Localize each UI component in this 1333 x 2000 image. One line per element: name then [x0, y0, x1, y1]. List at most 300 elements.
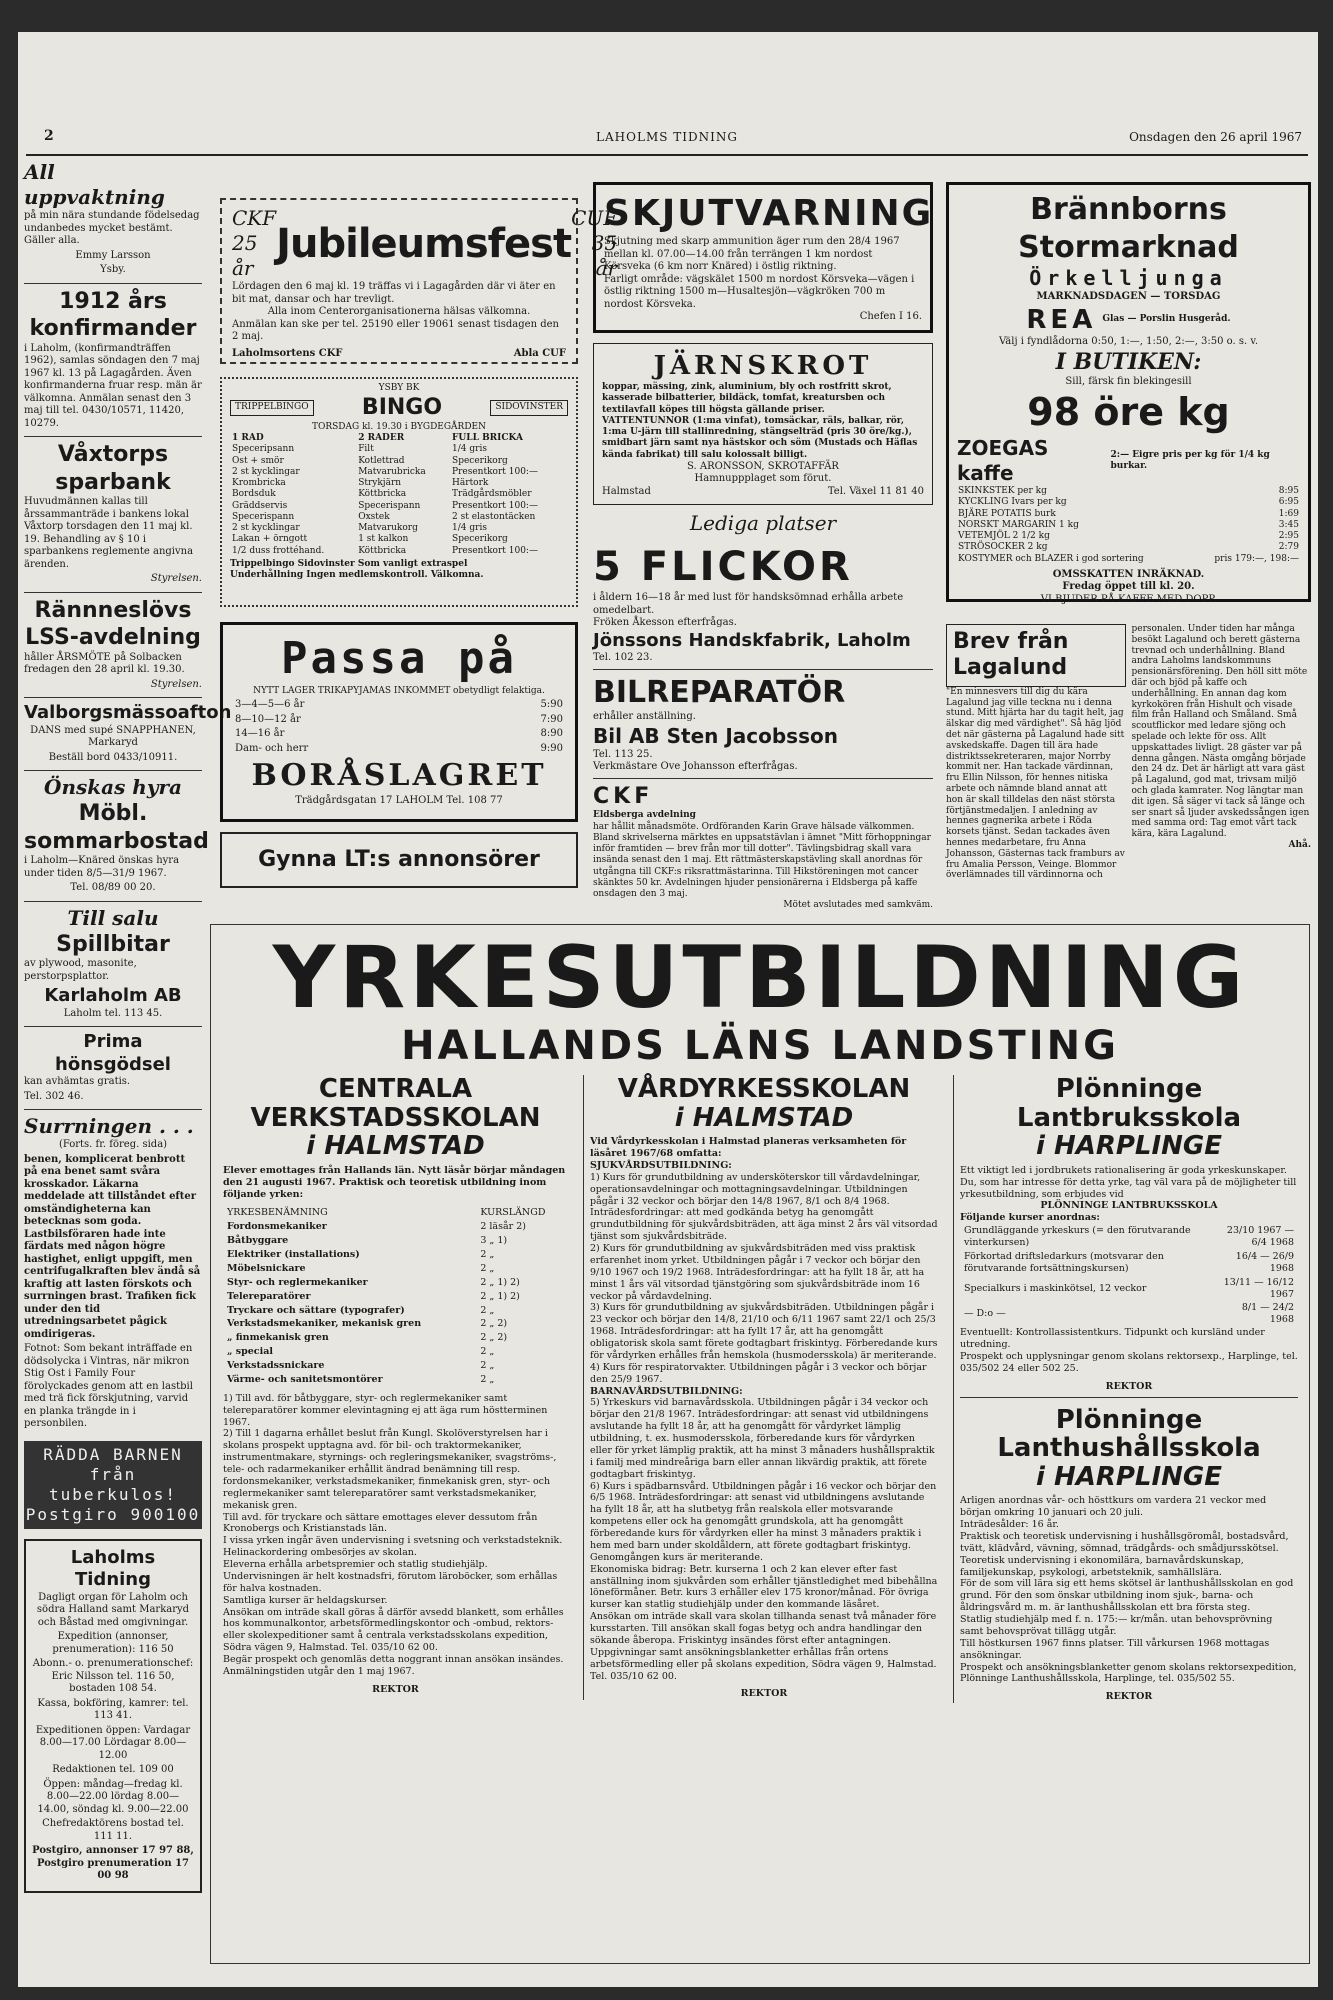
- bilrep-firm: Bil AB Sten Jacobsson: [593, 723, 838, 748]
- flickor-title: 5 FLICKOR: [593, 544, 853, 591]
- cell: 2 „: [480, 1373, 495, 1385]
- cell: Fordonsmekaniker: [227, 1221, 327, 1233]
- cell: Styr- och reglermekaniker: [227, 1276, 368, 1288]
- col-header: YRKESBENÄMNING: [227, 1207, 328, 1219]
- table-row: [957, 531, 1300, 542]
- mobl-tel: Tel. 08/89 00 20.: [70, 882, 156, 893]
- surr-sub: (Forts. fr. föreg. sida): [58, 1139, 168, 1150]
- jarn-text: koppar, mässing, zink, aluminium, bly och rostfritt skrot, kasserade bilbatterier, bildäck, tomfat, kreatursben och textilavfall köpes till högsta gällande priser.: [602, 382, 892, 415]
- c1-note10: Begär prospekt och genomläs detta noggrant innan ansökan insändes.: [223, 1654, 564, 1666]
- c2-intro: Vid Vårdyrkesskolan i Halmstad planeras verksamheten för läsåret 1967/68 omfatta:: [590, 1136, 907, 1160]
- divider: [593, 669, 933, 670]
- cell: 2 läsår 2): [480, 1221, 526, 1233]
- c4-t6: Till höstkursen 1967 finns platser. Till vårkursen 1968 mottagas ansökningar.: [960, 1637, 1270, 1661]
- table-row: [223, 1234, 568, 1248]
- karla-title: Karlaholm AB: [44, 985, 182, 1006]
- table-row: [230, 523, 568, 534]
- surrningen-article: [24, 1114, 202, 1431]
- c2-t1: 1) Kurs för grundutbildning av undersköterskor till vårdavdelningar, operationsavdelningar och mottagningsavdelningar. Utbildningen pågår i 32 veckor och börjar den 14/8 1967, 8/1 och 8/4 1968. Inträdesfordringar: att med godkända betyg ha genomgått grundutbildning för sjukvårdsbiträden, att äga minst 2 års väl vitsordad tjänst som sjukvårdsbiträde.: [590, 1171, 938, 1243]
- table-row: [230, 444, 568, 455]
- col-header: FULL BRICKA: [452, 433, 523, 443]
- cell: 8:90: [540, 728, 563, 740]
- table-row: [235, 743, 563, 756]
- brev-sig: Ahå.: [1288, 839, 1311, 850]
- cell: 23/10 1967 — 6/4 1968: [1226, 1225, 1294, 1249]
- c1-head1: CENTRALA VERKSTADSSKOLAN: [250, 1074, 541, 1133]
- cell: Kotlettrad: [358, 455, 405, 466]
- rea-label: REA: [1026, 304, 1097, 335]
- c4-head2: i HARPLINGE: [1035, 1461, 1223, 1492]
- c2-t3: 3) Kurs för grundutbildning av sjukvårdsbiträden. Utbildningen pågår i 23 veckor och börjar den 14/8, 21/10 och 6/11 1967 samt 22/1 och 25/3 1968. Inträdesfordringar: att ha fyllt 17 år, att ha genomgått obligatorisk skola samt förete godtagbart friskintyg. Förberedande kurs för vårdyrken erhålles från hemskola (husmodersskola) är meriterande.: [590, 1302, 938, 1361]
- bilrep-contact: Verkmästare Ove Johansson efterfrågas.: [593, 761, 798, 773]
- uppvaktning-text: på min nära stundande födelsedag undanbedes mycket bestämt. Gäller alla.: [24, 210, 200, 246]
- bingo-prize-table: [230, 433, 568, 557]
- table-row: [230, 478, 568, 489]
- passa-pa-ad: [220, 622, 578, 822]
- skjut-text: Skjutning med skarp ammunition äger rum den 28/4 1967 mellan kl. 07.00—14.00 från terrängen 1 km nordost Körsveka (6 km norr Knäred) i östlig riktning.: [604, 236, 900, 272]
- cell: 3 „ 1): [480, 1235, 508, 1247]
- cell: 1/4 gris: [452, 523, 487, 533]
- cell: Oxstek: [358, 511, 390, 522]
- table-row: [223, 1290, 568, 1304]
- boraslagret-title: BORÅSLAGRET: [251, 758, 547, 794]
- cell: Speceripsann: [232, 444, 295, 455]
- divider: [24, 697, 202, 698]
- lt-text: Dagligt organ för Laholm och södra Halland samt Markaryd och Båstad med omgivningar.: [36, 1591, 190, 1628]
- lt-red: Redaktionen tel. 109 00: [52, 1764, 174, 1775]
- newspaper-page: [18, 32, 1318, 1987]
- col-header: 1 RAD: [232, 433, 264, 443]
- table-row: [223, 1262, 568, 1276]
- table-row: [223, 1304, 568, 1318]
- honsgodsel-notice: [24, 1031, 202, 1103]
- cell: Bordsduk: [232, 489, 276, 500]
- cell: Dam- och herr: [235, 742, 309, 754]
- ckf-years: 25 år: [232, 231, 258, 280]
- fredag-oppet: Fredag öppet till kl. 20.: [1062, 581, 1195, 593]
- c4-t5: Statlig studiehjälp med f. n. 175:— kr/mån. utan behovsprövning samt behovsprövat tillägg utgår.: [960, 1614, 1273, 1637]
- cell: Telereparatörer: [227, 1290, 311, 1302]
- c4-t3: Praktisk och teoretisk undervisning i hushållsgöromål, bostadsvård, tvätt, klädvård, vävning, sömnad, trädgårds- och smådjursskötsel. Teoretisk undervisning i ekonomilära, barnavårdskunskap, familjekunskap, psykologi, arbetsteknik, samhällslära.: [960, 1530, 1289, 1578]
- cell: 2 „ 1) 2): [480, 1276, 520, 1288]
- divider: [24, 901, 202, 902]
- yrkesutbildning-ad: [210, 924, 1310, 1964]
- brev-text-right: personalen. Under tiden har många besökt Lagalund och berett gästerna trevnad och underhållning. Bland andra Laholms landskommuns pensionärsförening. Den höll sitt möte där och bjöd på kaffe och underhållning. En annan dag kom kyrkokören från Hishult och visade film från Halland och Småland. Små scoutflickor med ledare sjöng och spelade och lekte för oss. Allt uppskattades livligt. 28 gäster var på denna gången. Nästa omgång började den 24 dz. Det är härligt att vara gäst på Lagalund, god mat, trivsam miljö och glada kamrater. Nog längtar man dit igen. Så säger vi tack så länge och ser snart så ljuder avskedssången igen med samma ord: Tag emot vårt tack kära, kära Lagalund.: [1131, 624, 1310, 840]
- cell: Köttbricka: [358, 489, 407, 500]
- bjuder-kaffe: VI BJUDER PÅ KAFFE MED DOPP.: [1040, 593, 1217, 605]
- cell: 8/1 — 24/2 1968: [1241, 1302, 1294, 1326]
- surr-text: benen, komplicerat benbrott på ena benet samt svåra krosskador. Läkarna meddelade att tillståndet efter omständigheterna kan betecknas som goda. Lastbilsföraren hade inte färdats med någon högre hastighet, enligt uppgift, men centrifugalkraften blev ändå så kraftig att lasten förskots och surrningen brast. Trafiken fick under den tid utredningsarbetet pågick omdirigeras.: [24, 1153, 201, 1340]
- c3-sub2: Följande kurser anordnas:: [960, 1212, 1100, 1224]
- bilrep-title: BILREPARATÖR: [593, 674, 846, 710]
- table-row: [230, 534, 568, 545]
- jarn-tel: Tel. Växel 11 81 40: [827, 485, 924, 497]
- jarn-firm: S. ARONSSON, SKROTAFFÄR: [687, 460, 839, 472]
- table-row: [960, 1276, 1298, 1302]
- c2-sig: REKTOR: [740, 1688, 788, 1700]
- lt-abon: Abonn.- o. prenumerationschef: Eric Nilsson tel. 116 50, bostaden 108 54.: [32, 1658, 194, 1694]
- table-row: [957, 554, 1300, 565]
- zoegas-note: 2:— Eigre pris per kg för 1/4 kg burkar.: [1110, 449, 1270, 471]
- cell: 2 „ 2): [480, 1318, 508, 1330]
- table-row: [230, 489, 568, 500]
- c2-t2: 2) Kurs för grundutbildning av sjukvårdsbiträden med viss praktisk erfarenhet inom yrket. Utbildningen pågår i 7 veckor och börjar den 9/10 1967 och 19/2 1968. Inträdesfordringar: att ha fyllt 18 år, att ha minst 1 års väl vitsordad tjänstgöring som sjukvårdsbiträde inom 16 veckor på vårdavdelning.: [590, 1243, 925, 1302]
- table-row: [960, 1301, 1298, 1327]
- table-row: [957, 520, 1300, 531]
- cuf-years: 35 år: [591, 231, 618, 280]
- table-row: [223, 1317, 568, 1331]
- divider: [24, 770, 202, 771]
- c3-sub: PLÖNNINGE LANTBRUKSSKOLA: [1040, 1200, 1218, 1212]
- col-header: KURSLÄNGD: [480, 1207, 546, 1219]
- c3-course-table: [960, 1224, 1298, 1327]
- gynna-lt-ad: Gynna LT:s annonsörer: [220, 832, 578, 888]
- c1-sig: REKTOR: [372, 1683, 419, 1695]
- table-row: [230, 546, 568, 557]
- spill-title: Spillbitar: [56, 931, 170, 957]
- cell: 7:90: [540, 713, 563, 725]
- uppvaktning-place: Ysby.: [100, 264, 126, 275]
- cell: Specerispann: [232, 511, 295, 522]
- c1-note3: Till avd. för tryckare och sättare emottages elever dessutom från Kronobergs och Kristianstads län.: [223, 1511, 538, 1535]
- konf-title: 1912 års konfirmander: [29, 288, 197, 341]
- uppvaktning-notice: [24, 160, 202, 277]
- c2-s2: BARNAVÅRDSUTBILDNING:: [590, 1385, 743, 1397]
- cell: Matvarukorg: [358, 523, 418, 533]
- spar-title: Våxtorps sparbank: [55, 442, 171, 495]
- ckf-text2: Alla inom Centerorganisationerna hälsas välkomna.: [267, 306, 531, 317]
- trippelbingo-tag: TRIPPELBINGO: [230, 400, 314, 415]
- brev-left-col: [946, 624, 1126, 881]
- vardyrkesskolan: [583, 1075, 938, 1700]
- mobl-text: i Laholm—Knäred önskas hyra under tiden 8/5—31/9 1967.: [24, 855, 180, 879]
- c4-t2: Inträdesålder: 16 år.: [960, 1519, 1059, 1531]
- passa-sub: NYTT LAGER TRIKAPYJAMAS INKOMMET obetydligt felaktiga.: [253, 686, 545, 696]
- cell: Tryckare och sättare (typografer): [227, 1304, 405, 1316]
- prima-text: kan avhämtas gratis.: [24, 1076, 131, 1087]
- skjutvarning-ad: [593, 182, 933, 333]
- c3-head1: Plönninge Lantbruksskola: [1016, 1074, 1242, 1133]
- cell: 1 st kalkon: [358, 534, 409, 545]
- laholms-tidning-masthead: [24, 1539, 202, 1893]
- cell: Förkortad driftsledarkurs (motsvarar den förutvarande fortsättningskursen): [964, 1250, 1164, 1274]
- table-row: [223, 1373, 568, 1387]
- c2-head1: VÅRDYRKESSKOLAN: [617, 1074, 911, 1104]
- cell: 2 „ 2): [480, 1332, 508, 1344]
- boraslagret-addr: Trädgårdsgatan 17 LAHOLM Tel. 108 77: [295, 794, 503, 806]
- bilreparator-ad: [593, 674, 933, 774]
- cell: „ special: [227, 1346, 273, 1358]
- c2-t6: 6) Kurs i spädbarnsvård. Utbildningen pågår i 16 veckor och börjar den 6/5 1968. Inträdesfordringar: att senast vid utbildningens avslutande ha fyllt 18 år, att ha slutbetyg från realskola eller motsvarande kompetens eller ock ha genomgått grundskola, att ha genomgått förberedande kurs för vårdyrken eller ha minst 3 månaders praktik i hem med barn under skoldåldern, att förete godtagbart friskintyg. Genomgången kurs är meriterande.: [590, 1480, 937, 1563]
- cell: KYCKLING Ivars per kg: [958, 497, 1067, 508]
- cell: 9:90: [540, 742, 563, 754]
- cell: 2 „: [480, 1304, 495, 1316]
- lss-notice: [24, 597, 202, 692]
- cell: 3:45: [1278, 519, 1299, 530]
- brannborns-price-table: [957, 486, 1300, 565]
- c2-t5: 5) Yrkeskurs vid barnavårdsskola. Utbildningen pågår i 34 veckor och börjar den 21/8 1967. Inträdesfordringar: att senast vid utbildningens avslutande ha fyllt 18 år, att ha genomgått för vårdyrket lämplig utbildning, t. ex. husmodersskola, förberedande kurs för vårdyrken eller för yrket lämplig praktik, att ha minst 3 månaders hushållspraktik i familj med mindreårigа barn eller annan likvärdig praktik, att förete godtagbart friskintyg.: [590, 1397, 935, 1480]
- cell: 5:90: [540, 699, 563, 711]
- cell: 2 „: [480, 1262, 495, 1274]
- c1-note9: Ansökan om inträde skall göras å därför avsedd blankett, som erhålles hos kommunalkontor, arbetsförmedlingskontor och -ombud, rektors- eller skolexpeditioner samt å centrala verkstadsskolans expedition, Södra vägen 9, Halmstad. Tel. 035/10 62 00.: [223, 1606, 564, 1654]
- c4-t4: För de som vill lära sig ett hems skötsel är lanthushållsskolan en god grund. För den som önskar utbildning inom sjuk-, barna- och åldringsvård m. m. är lanthushållsskolan ett bra första steg.: [960, 1578, 1294, 1614]
- cell: VETEMJÖL 2 1/2 kg: [958, 531, 1050, 541]
- uppvaktning-name: Emmy Larsson: [75, 249, 151, 261]
- ckf-text1: Lördagen den 6 maj kl. 19 träffas vi i Lagagården där vi äter en bit mat, dansar och har trevligt.: [232, 281, 556, 305]
- sparbank-notice: [24, 441, 202, 586]
- cell: 2:95: [1278, 531, 1299, 541]
- cell: KOSTYMER och BLAZER i god sortering: [958, 553, 1144, 564]
- lt-kassa: Kassa, bokföring, kamrer: tel. 113 41.: [37, 1697, 189, 1721]
- skjut-sig: Chefen I 16.: [859, 311, 922, 322]
- cell: 8:95: [1278, 486, 1299, 496]
- table-row: [223, 1359, 568, 1373]
- brev-title: Brev från Lagalund: [946, 624, 1126, 687]
- cell: pris 179:—, 198:—: [1214, 553, 1299, 564]
- table-row: [223, 1331, 568, 1345]
- orkelljunga-title: Örkelljunga: [1029, 266, 1228, 290]
- jarn-text2: VATTENTUNNOR (1:ma vinfat), tomsäckar, räls, balkar, rör, 1:ma U-järn till stallinredning, stängselträd (pris 30 öre/kg.), smidbart järn samt nya hästskor och söm (Mustads och Häflas kända fabrikat) till salu kolossalt billigt.: [602, 415, 918, 460]
- passa-title: Passa på: [281, 633, 517, 684]
- cell: Presentkort 100:—: [452, 545, 538, 556]
- c4-sig: REKTOR: [1105, 1691, 1153, 1703]
- lt-exp: Expedition (annonser, prenumeration): 116 50: [52, 1631, 174, 1655]
- page-number: 2: [44, 128, 54, 144]
- cell: „ finmekanisk gren: [227, 1332, 329, 1344]
- cell: 2 „: [480, 1360, 495, 1372]
- cell: Båtbyggare: [227, 1235, 289, 1247]
- yrk-subtitle: HALLANDS LÄNS LANDSTING: [401, 1023, 1119, 1069]
- yrk-title: YRKESUTBILDNING: [272, 928, 1248, 1028]
- bingo-foot2: Underhållning Ingen medlemskontroll. Välkomna.: [230, 570, 484, 580]
- c1-note: 1) Till avd. för båtbyggare, styr- och reglermekaniker samt telereparatörer kommer elevintagning ej att äga rum höstterminen 1967.: [223, 1392, 548, 1428]
- table-row: [230, 467, 568, 478]
- brannborns-ad: [946, 182, 1311, 605]
- c4-t7: Prospekt och ansökningsblanketter genom skolans rektorsexpedition, Plönninge Lanthushållsskola, Harplinge, tel. 035/502 55.: [960, 1661, 1297, 1685]
- c1-head2: i HALMSTAD: [306, 1131, 485, 1162]
- bingo-when: TORSDAG kl. 19.30 i BYGDEGÅRDEN: [311, 421, 486, 432]
- brev-text-left: "En minnesvers till dig du kära Lagalund jag ville teckna nu i denna stund. Mitt hjärta har du tagit helt, jag älskar dig med värdighet". Så häg ljöd det när gästerna på Lagalund hade sitt avskedskaffe. Dagen till ära hade distriktssekreteraren, major Norrby kommit ner. Han tackade värdinnan, fru Ellin Nilsson, för hennes nitiska arbete och nämnde bland annat att hon är skall tilldelas den näst största förtjänstmedaljen. I anledning av hennes gagnerika arbete i Röda korsets tjänst. Sedan tackades även hennes medarbetare, fru Anna Johansson, Gästernas tack framburs av fru Amalia Persson, Veinge. Blommor överlämnades till värdinnorna och: [946, 686, 1125, 881]
- cell: 1/2 duss frottéhand.: [232, 545, 325, 556]
- c4-t1: Arligen anordnas vår- och hösttkurs om vardera 21 veckor med början omkring 10 januari och 20 juli.: [960, 1495, 1267, 1519]
- ckf-jubileum-ad: [220, 198, 618, 364]
- left-column: [24, 160, 232, 1940]
- flickor-ad: [593, 542, 933, 665]
- cell: Trädgårdsmöbler: [452, 489, 532, 500]
- cell: Grundläggande yrkeskurs (= den förutvarande vinterkursen): [964, 1225, 1191, 1249]
- cell: Presentkort 100:—: [452, 466, 538, 477]
- col-header: 2 RADER: [358, 433, 405, 443]
- brev-fran-lagalund-article: [946, 624, 1311, 914]
- divider: [24, 283, 202, 284]
- lt-post: Postgiro, annonser 17 97 88, Postgiro prenumeration 17 00 98: [32, 1845, 194, 1881]
- cell: NORSKT MARGARIN 1 kg: [958, 519, 1079, 530]
- c3-sig: REKTOR: [1105, 1380, 1153, 1392]
- konf-text: i Laholm, (konfirmandträffen 1962), samlas söndagen den 7 maj 1967 kl. 13 på Lagagården. Även konfirmanderna fruar resp. män är välkomna. Anmälan senast den 3 maj till tel. 0430/10571, 11420, 10279.: [24, 342, 202, 429]
- ckf-sig-right: Abla CUF: [513, 347, 566, 359]
- cuf-label: CUF: [571, 206, 618, 230]
- glas-label: Glas — Porslin Husgeråd.: [1102, 314, 1231, 325]
- table-row: [235, 728, 563, 741]
- newspaper-title: LAHOLMS TIDNING: [596, 130, 738, 144]
- brev-right-col: [1132, 624, 1312, 881]
- bilrep-tel: Tel. 113 25.: [593, 748, 653, 760]
- divider: [593, 778, 933, 779]
- lt-redo: Öppen: måndag—fredag kl. 8.00—22.00 lördag 8.00—14.00, söndag kl. 9.00—22.00: [37, 1778, 189, 1815]
- jubileumsfest-title: Jubileumsfest: [276, 220, 572, 267]
- cell: Verkstadsmekaniker, mekanisk gren: [227, 1318, 422, 1330]
- table-row: [230, 456, 568, 467]
- c3-t1: Eventuellt: Kontrollassistentkurs. Tidpunkt och kursländ under utredning.: [960, 1327, 1265, 1351]
- cell: Specerikorg: [452, 455, 508, 466]
- table-row: [223, 1345, 568, 1359]
- cell: Verkstadssnickare: [227, 1360, 325, 1372]
- cell: Filt: [358, 444, 374, 455]
- radda-barnen-ad: RÄDDA BARNEN från tuberkulos! Postgiro 900100: [24, 1441, 202, 1529]
- cell: Specerispann: [358, 500, 421, 511]
- valb-text: DANS med supé SNAPPHANEN, Markaryd: [30, 724, 196, 748]
- table-row: [957, 497, 1300, 508]
- cell: 6:95: [1278, 497, 1299, 508]
- cell: STRÖSOCKER 2 kg: [958, 542, 1048, 553]
- c2-t4: 4) Kurs för respiratorvakter. Utbildningen pågår i 3 veckor och börjar den 25/9 1967.: [590, 1361, 927, 1385]
- valb-title: Valborgsmässoafton: [24, 702, 232, 723]
- sill-price: 98 öre kg: [1027, 389, 1230, 434]
- lt-oppen: Expeditionen öppen: Vardagar 8.00—17.00 Lördagar 8.00—12.00: [35, 1724, 191, 1761]
- cell: 14—16 år: [235, 728, 285, 740]
- cell: Härtork: [452, 478, 489, 488]
- spar-text: Huvudmännen kallas till årssammanträde i bankens lokal Våxtorp torsdagen den 11 maj kl. 19. Behandling av § 10 i sparbankens reglemente angivna ärenden.: [24, 496, 194, 570]
- ckf-eldsberga-article: [593, 783, 933, 912]
- cell: Ost + smör: [232, 455, 284, 466]
- passa-price-table: [233, 697, 565, 757]
- plonninge-skolor: [953, 1075, 1298, 1703]
- jarn-city: Halmstad: [602, 485, 651, 497]
- cell: BJÄRE POTATIS burk: [958, 508, 1056, 519]
- zoegas-label: ZOEGAS kaffe: [957, 436, 1049, 485]
- divider: [24, 436, 202, 437]
- bilrep-text: erhåller anställning.: [593, 711, 696, 723]
- butiken-heading: I BUTIKEN:: [1055, 348, 1202, 375]
- cell: Presentkort 100:—: [452, 500, 538, 511]
- bingo-foot1: Trippelbingo Sidovinster Som vanligt extraspel: [230, 558, 468, 569]
- marknadsdagen: MARKNADSDAGEN — TORSDAG: [1036, 291, 1221, 302]
- skjut-title: SKJUTVARNING: [604, 193, 934, 234]
- c3-head2: i HARPLINGE: [1035, 1131, 1223, 1162]
- ckf2-text: har hållit månadsmöte. Ordföranden Karin Grave hälsade välkommen. Bland skrivelserna märktes en uppsatstävlan i ämnet "Mitt förhoppningar inför framtiden — brev från mor till dotter". Tävlingsbidrag skall vara insända senast den 1 maj. Ett rättmästerskapstävling skall anordnas för utgångna till CKF:s riksrattmästarinna. Till Hikstöreningen mot cancer skänktes 50 kr. Avdelningen hjuder pensionärerna i Eldsberga på kaffe onsdagen den 3 maj.: [593, 821, 931, 899]
- divider: [24, 592, 202, 593]
- cell: Lakan + örngott: [232, 534, 308, 545]
- table-row: [230, 501, 568, 512]
- ckf-label: CKF: [232, 206, 277, 230]
- cell: — D:o —: [964, 1308, 1006, 1320]
- cell: Möbelsnickare: [227, 1262, 306, 1274]
- table-row: [960, 1224, 1298, 1250]
- c1-note4: I vissa yrken ingår även undervisning i svetsning och verkstadsteknik.: [223, 1535, 563, 1547]
- flickor-tel: Tel. 102 23.: [593, 652, 653, 664]
- prima-tel: Tel. 302 46.: [24, 1090, 84, 1102]
- mobl-title: Möbl. sommarbostad: [24, 801, 209, 854]
- cell: 1:69: [1278, 508, 1299, 519]
- ckf-sig-left: Laholmsortens CKF: [232, 347, 343, 359]
- ckf2-head: CKF: [593, 783, 654, 809]
- prima-title: Prima hönsgödsel: [55, 1031, 171, 1075]
- table-row: [230, 512, 568, 523]
- cell: 16/4 — 26/9 1968: [1235, 1250, 1294, 1274]
- karla-tel: Laholm tel. 113 45.: [63, 1007, 163, 1019]
- uppvaktning-title: All uppvaktning: [24, 160, 165, 209]
- cell: SKINKSTEK per kg: [958, 486, 1047, 496]
- spar-signature: Styrelsen.: [150, 573, 202, 584]
- table-row: [223, 1220, 568, 1234]
- cell: 1/4 gris: [452, 444, 487, 455]
- surr-footnote: Fotnot: Som bekant inträffade en dödsolycka i Vintras, när mikron Stig Ost i Family Four förolyckades genom att en lastbil med trä fick förskjutning, varvid en planka trängde in i personbilen.: [24, 1343, 193, 1429]
- jarn-firm2: Hamnuppplaget som förut.: [694, 473, 832, 485]
- page-header: [26, 124, 1308, 156]
- ckf2-sub: Eldsberga avdelning: [593, 810, 696, 821]
- c2-head2: i HALMSTAD: [674, 1102, 854, 1133]
- cell: Matvarubricka: [358, 466, 426, 477]
- centrala-verkstadsskolan: [223, 1075, 568, 1696]
- divider: [24, 1109, 202, 1110]
- ckf2-sig: Mötet avslutades med samkväm.: [783, 900, 933, 911]
- cell: 3—4—5—6 år: [235, 699, 305, 711]
- flickor-text: i åldern 16—18 år med lust för handsksömnad erhålla arbete omedelbart.: [593, 592, 904, 616]
- konfirmander-notice: [24, 288, 202, 431]
- bingo-title: BINGO: [361, 395, 443, 421]
- c1-note5: Helinackordering ombesörjes av skolan.: [223, 1547, 417, 1559]
- c1-note8: Samtliga kurser är heldagskurser.: [223, 1594, 388, 1606]
- valb-sub: Beställ bord 0433/10911.: [48, 751, 178, 763]
- lss-signature: Styrelsen.: [150, 678, 202, 690]
- flickor-firm: Jönssons Handskfabrik, Laholm: [593, 629, 911, 651]
- cell: 2 st elastontäcken: [452, 511, 536, 522]
- cell: 13/11 — 16/12 1967: [1223, 1276, 1294, 1300]
- table-row: [235, 699, 563, 712]
- jarnskrot-ad: [593, 343, 933, 506]
- onskas-hyra-notice: [24, 775, 209, 895]
- c1-note6: Eleverna erhålla arbetspremier och statlig studiehjälp.: [223, 1559, 488, 1571]
- bingo-org: YSBY BK: [378, 383, 420, 393]
- c1-note2: 2) Till 1 dagarna erhållet beslut från Kungl. Skolöverstyrelsen har i skolans prospekt upptagna avd. för bil- och traktormekaniker, instrumentmakare, styrnings- och regleringsmekaniker, svagströms-, tele- och radarmekaniker erhållit ändrad benämning till resp. fordonsmekaniker, verkstadsmekaniker, finmekanisk gren, styr- och reglermekaniker samt telereparatörer samt verkstadsmekaniker, mekanisk gren.: [223, 1428, 557, 1511]
- c3-intro: Ett viktigt led i jordbrukets rationalisering är goda yrkeskunskaper. Du, som har intresse för detta yrke, tag väl vara på de möjligheter till yrkesutbildning, som erbjudes vid: [960, 1164, 1297, 1200]
- lediga-platser-heading: Lediga platser: [689, 511, 837, 536]
- lt-chef: Chefredaktörens bostad tel. 111 11.: [42, 1818, 184, 1842]
- salu-title: Till salu: [67, 905, 159, 930]
- ckf-text3: Anmälan kan ske per tel. 25190 eller 19061 senast tisdagen den 2 maj.: [232, 318, 559, 342]
- table-row: [223, 1248, 568, 1262]
- table-row: [223, 1276, 568, 1290]
- lss-text: håller ÅRSMÖTE på Solbacken fredagen den 28 april kl. 19.30.: [24, 651, 185, 675]
- omsskatten: OMSSKATTEN INRÄKNAD.: [1052, 568, 1205, 580]
- divider: [960, 1397, 1298, 1398]
- cell: 2 st kycklingar: [232, 523, 300, 533]
- sidovinster-tag: SIDOVINSTER: [490, 400, 568, 415]
- c4-head1: Plönninge Lanthushållsskola: [997, 1404, 1261, 1464]
- table-row: [957, 542, 1300, 553]
- cell: 2:79: [1278, 542, 1299, 553]
- skjut-text2: Farligt område: vägskälet 1500 m nordost Körsveka—vägen i östlig riktning 1500 m—Husaltesjön—vägkröken 700 m nordost Körsveka.: [604, 273, 915, 310]
- cell: Gräddservis: [232, 500, 288, 511]
- cell: Specerikorg: [452, 534, 508, 545]
- lss-title: Rännneslövs LSS-avdelning: [25, 597, 201, 650]
- cell: 2 „: [480, 1346, 495, 1358]
- cell: Köttbricka: [358, 545, 407, 556]
- c1-note11: Anmälningstiden utgår den 1 maj 1967.: [223, 1665, 415, 1677]
- table-row: [957, 486, 1300, 497]
- spill-text: av plywood, masonite, perstorpsplattor.: [24, 958, 137, 982]
- cell: Specialkurs i maskinkötsel, 12 veckor: [964, 1282, 1147, 1294]
